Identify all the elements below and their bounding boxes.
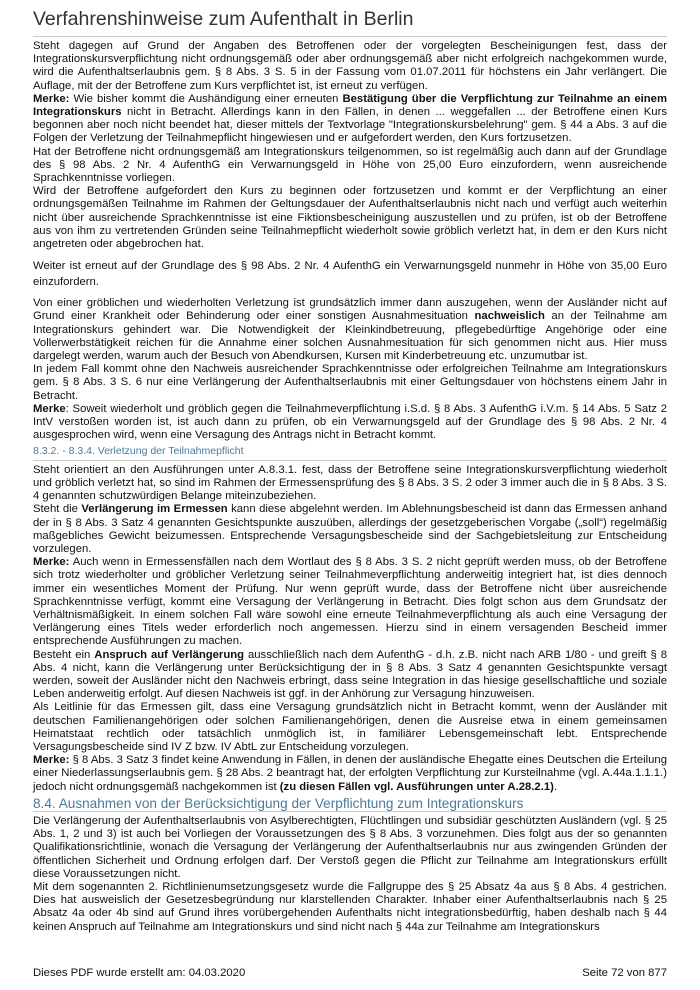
paragraph: Merke: Wie bisher kommt die Aushändigung einer erneuten Bestätigung über die Verpflichtung zur Teilnahme an einem Integrationskurs nicht in Betracht. Allerdings kann in den Fällen, in denen ... weggefallen ... der Betroffene einen Kurs begonnen aber noch nicht beendet hat, dieser mittels der Textvorlage "Integrationskursbelehrung" gem. § 44 a Abs. 3 auf die Folgen der Verletzung der Teilnahmepflicht hingewiesen und er aufgefordert werden, den Kurs fortzusetzen. [33,92,667,145]
paragraph: Besteht ein Anspruch auf Verlängerung ausschließlich nach dem AufenthG - d.h. z.B. nicht nach ARB 1/80 - und greift § 8 Abs. 4 nicht, kann die Verlängerung unter Berücksichtigung der in § 8 Abs. 3 Satz 4 genannten Gesichtspunkte versagt werden, soweit der Ausländer nicht den Nachweis erbringt, dass seine Integration in das hiesige gesellschaftliche und soziale Leben anderweitig erfolgt. Auf diesen Nachweis ist ggf. in der Anhörung zur Versagung hinzuweisen. [33,648,667,701]
document-body [33,40,667,934]
paragraph: Mit dem sogenannten 2. Richtlinienumsetzungsgesetz wurde die Fallgruppe des § 25 Absatz 4a aus § 8 Abs. 4 gestrichen. Dies hat ausweislich der Gesetzesbegründung nur klarstellenden Charakter. Inhaber einer Aufenthaltserlaubnis nach § 25 Absatz 4a oder 4b sind auf Grund ihres vorübergehenden Aufenthalts nicht integrationsbedürftig, haben deshalb nach § 44 keinen Anspruch auf Teilnahme am Integrationskurs und sind nicht nach § 44a zur Teilnahme am Integrationskurs [33,880,667,933]
emphasis: nachweislich [474,310,545,323]
paragraph: In jedem Fall kommt ohne den Nachweis ausreichender Sprachkenntnisse oder erfolgreichen Teilnahme am Integrationskurs gem. § 8 Abs. 3 S. 6 nur eine Verlängerung der Aufenthaltserlaubnis mit einer Geltungsdauer von höchstens einem Jahr in Betracht. [33,363,667,402]
paragraph: Merke: Soweit wiederholt und gröblich gegen die Teilnahmeverpflichtung i.S.d. § 8 Abs. 3 AufenthG i.V.m. § 14 Abs. 5 Satz 2 IntV verstoßen worden ist, ist auch dann zu prüfen, ob ein Verwarnungsgeld auf der Grundlage des § 98 Abs. 2 Nr. 4 ausgesprochen wird, wenn eine Versagung des Antrags nicht in Betracht kommt. [33,402,667,442]
paragraph: Steht dagegen auf Grund der Angaben des Betroffenen oder der vorgelegten Bescheinigungen fest, dass der Integrationskursverpflichtung nicht ordnungsgemäß oder aber ordnungsgemäß aber nicht erfolgreich nachgekommen wurde, wird die Aufenthaltserlaubnis gem. § 8 Abs. 3 S. 5 in der Fassung vom 01.07.2011 für höchstens ein Jahr verlängert. Die Auflage, mit der der Betroffene zum Kurs verpflichtet ist, ist erneut zu verfügen. [33,40,667,92]
merke-label: Merke: [33,754,70,767]
footer-page-number: Seite 72 von 877 [582,967,667,979]
paragraph: Als Leitlinie für das Ermessen gilt, dass eine Versagung grundsätzlich nicht in Betracht kommt, wenn der Ausländer mit deutschen Familienangehörigen oder solchen Familienangehörigen, denen die Ausreise etwa in einem gemeinsamen Heimatstaat rechtlich oder tatsächlich unmöglich ist, in familiärer Lebensgemeinschaft lebt. Entsprechende Versagungsbescheide sind IV Z bzw. IV AbtL zur Entscheidung vorzulegen. [33,701,667,753]
paragraph: Wird der Betroffene aufgefordert den Kurs zu beginnen oder fortzusetzen und kommt er der Verpflichtung an einer ordnungsgemäßen Teilnahme im Rahmen der Geltungsdauer der Aufenthaltserlaubnis nicht nach und verfügt auch weiterhin nicht über ausreichende Sprachkenntnisse ist eine Fiktionsbescheinigung auszustellen und zu prüfen, ist ob der Betroffene aus von ihm zu vertretenden Gründen seine Teilnahmepflicht wiederholt sowie gröblich verletzt hat, in dem er den Kurs nicht angetreten oder abgebrochen hat. [33,185,667,251]
merke-label: Merke [33,402,66,415]
footer-created-date: Dieses PDF wurde erstellt am: 04.03.2020 [33,967,246,979]
paragraph: Von einer gröblichen und wiederholten Verletzung ist grundsätzlich immer dann auszugehen, wenn der Ausländer nicht auf Grund einer Krankheit oder Behinderung oder einer sonstigen Ausnahmesituation nachweislich an der Teilnahme am Integrationskurs gehindert war. Die Notwendigkeit der Kleinkindbetreuung, pflegebedürftige Angehörige oder eine Vollerwerbstätigkeit reichen für die Annahme einer solchen Ausnahmesituation für sich genommen nicht aus. Hier muss dargelegt werden, warum auch der Besuch von Abendkursen, Kursen mit Kinderbetreuung etc. unzumutbar ist. [33,297,667,363]
merke-label: Merke: [33,556,70,569]
paragraph: Steht orientiert an den Ausführungen unter A.8.3.1. fest, dass der Betroffene seine Integrationskursverpflichtung wiederholt und gröblich verletzt hat, so sind im Rahmen der Ermessensprüfung des § 8 Abs. 3 S. 2 oder 3 immer auch die in § 8 Abs. 3 S. 4 genannten schutzwürdigen Belange miteinzubeziehen. [33,463,667,503]
page-title: Verfahrenshinweise zum Aufenthalt in Berlin [33,8,414,30]
emphasis: Anspruch auf Verlängerung [94,648,245,661]
merke-label: Merke: [33,92,70,105]
paragraph: Steht die Verlängerung im Ermessen kann diese abgelehnt werden. Im Ablehnungsbescheid ist dann das Ermessen anhand der in § 8 Abs. 3 Satz 4 genannten Gesichtspunkte auszuüben, allerdings der gesetzgeberischen Vorgabe („soll“) regelmäßig maßgebliches Gewicht beizumessen. Entsprechende Versagungsbescheide sind der Sachgebietsleitung zur Entscheidung vorzulegen. [33,503,668,555]
paragraph: Weiter ist erneut auf der Grundlage des § 98 Abs. 2 Nr. 4 AufenthG ein Verwarnungsgeld nunmehr in Höhe von 35,00 Euro einzufordern. [33,260,667,289]
paragraph: Hat der Betroffene nicht ordnungsgemäß am Integrationskurs teilgenommen, so ist regelmäßig auch dann auf der Grundlage des § 98 Abs. 2 Nr. 4 AufenthG ein Verwarnungsgeld in Höhe von 25,00 Euro einzufordern, wenn ausreichende Sprachkenntnisse vorliegen. [33,145,667,185]
section-heading: 8.4. Ausnahmen von der Berücksichtigung der Verpflichtung zum Integrationskurs [33,797,667,812]
paragraph: Merke: Auch wenn in Ermessensfällen nach dem Wortlaut des § 8 Abs. 3 S. 2 nicht geprüft werden muss, ob der Betroffene sich trotz wiederholter und gröblicher Verletzung seiner Teilnahmeverpflichtung anderweitig integriert hat, ist dies dennoch immer ein wesentliches Moment der Prüfung. Nur wenn geprüft wurde, dass der Betroffene nicht über ausreichende Sprachkenntnisse verfügt, kommt eine Versagung der Verlängerung in Betracht. Dies folgt schon aus dem Grundsatz der Verhältnismäßigkeit. In einem solchen Fall wäre sowohl eine erneute Teilnahmeverpflichtung als auch eine Versagung der Verlängerung eines Titels weder erforderlich noch angemessen. Hierzu sind in einem versagenden Bescheid immer entsprechende Ausführungen zu machen. [33,556,667,648]
emphasis: (zu diesen Fällen vgl. Ausführungen unter A.28.2.1) [279,780,554,793]
emphasis: Verlängerung im Ermessen [81,503,228,516]
paragraph: Die Verlängerung der Aufenthaltserlaubnis von Asylberechtigten, Flüchtlingen und subsidiär geschützten Ausländern (vgl. § 25 Abs. 1, 2 und 3) ist auch bei Vorliegen der Voraussetzungen des § 8 Abs. 3 vorzunehmen. Dies folgt aus der so genannten Qualifikationsrichtlinie, wonach die Versagung der Verlängerung der Aufenthaltserlaubnis nur aus zwingenden Gründen der öffentlichen Sicherheit und Ordnung erfolgen darf. Der Verstoß gegen die Pflicht zur Teilnahme am Integrationskurs erfüllt diese Voraussetzungen nicht. [33,814,667,880]
subsection-heading: 8.3.2. - 8.3.4. Verletzung der Teilnahmepflicht [33,445,667,460]
title-divider [33,36,667,37]
paragraph: Merke: § 8 Abs. 3 Satz 3 findet keine Anwendung in Fällen, in denen der ausländische Ehegatte eines Deutschen die Erteilung einer Niederlassungserlaubnis gem. § 28 Abs. 2 beantragt hat, der erfolgten Verpflichtung zur Kursteilnahme (vgl. A.44a.1.1.1.) jedoch nicht ordnungsgemäß nachgekommen ist (zu diesen Fällen vgl. Ausführungen unter A.28.2.1). [33,754,667,793]
emphasis: Bestätigung über die Verpflichtung zur Teilnahme an einem Integrationskurs [33,92,667,119]
